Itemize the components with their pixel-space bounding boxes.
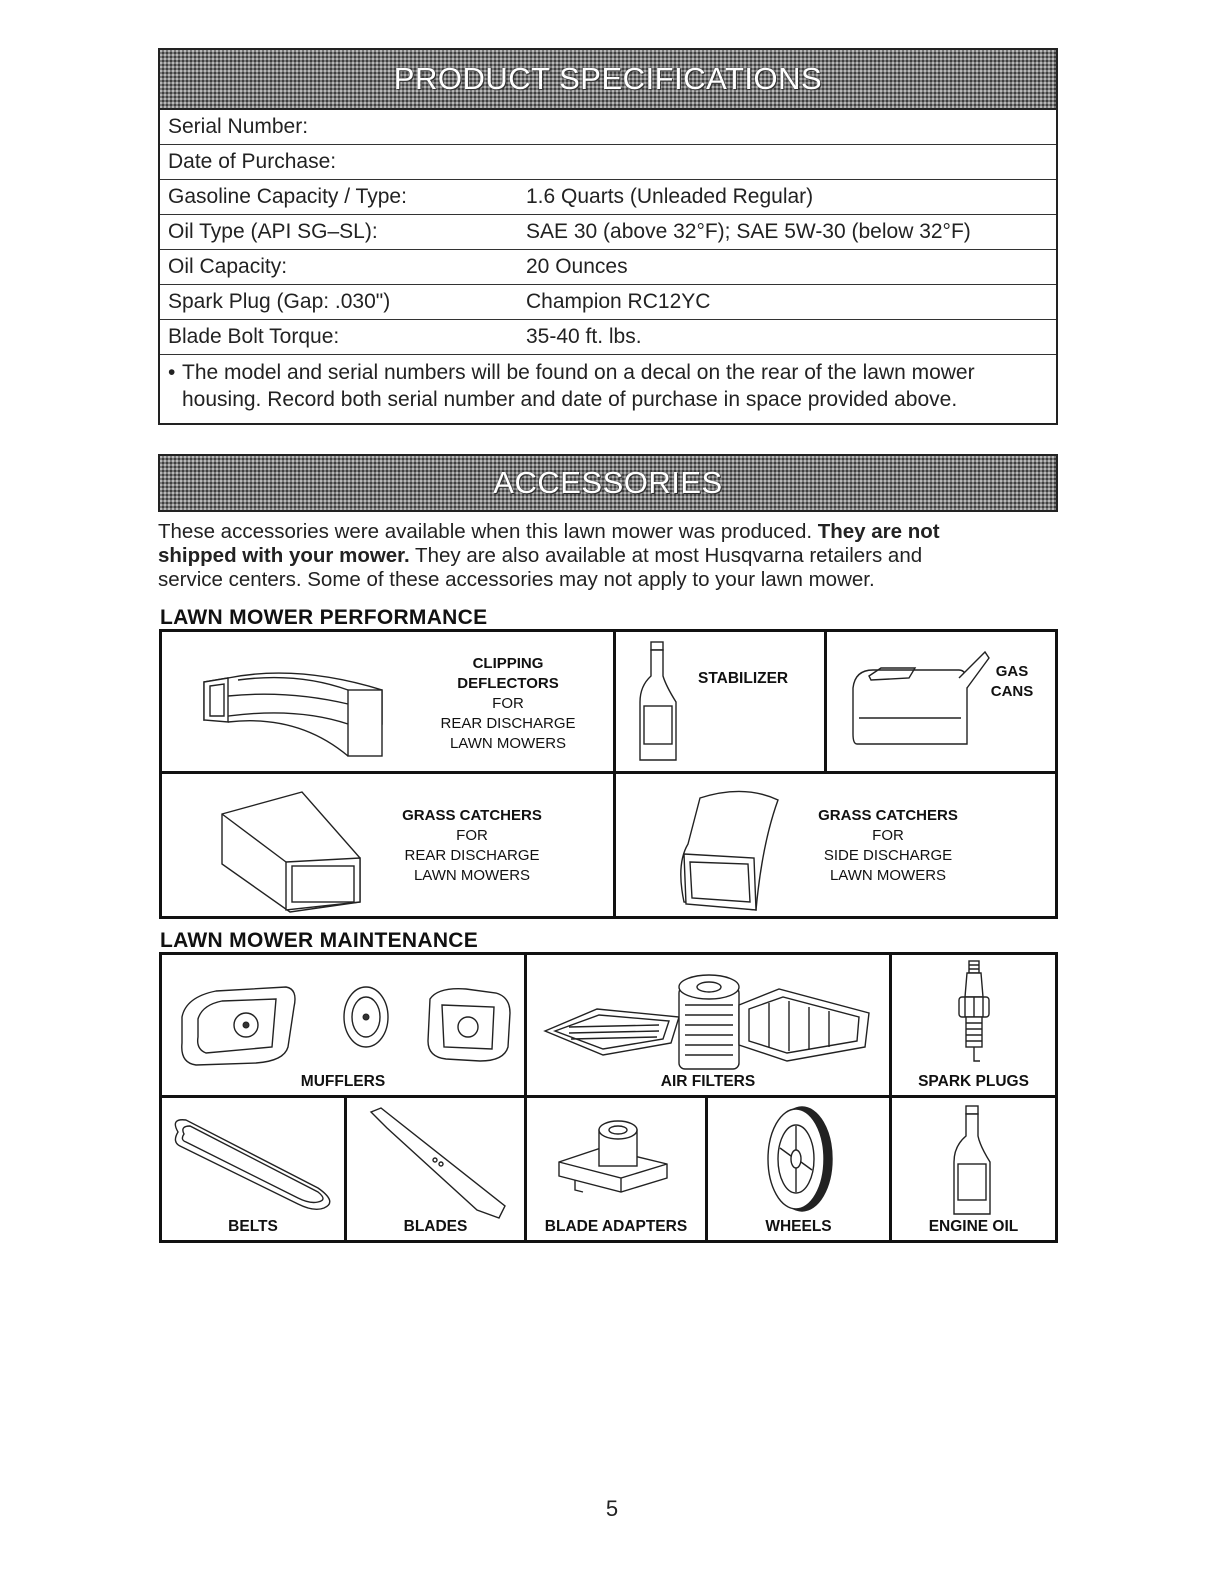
caption-text: FOR xyxy=(456,827,488,844)
gas-can-icon xyxy=(849,648,989,750)
spec-value: SAE 30 (above 32°F); SAE 5W-30 (below 32°F) xyxy=(526,220,971,243)
accessories-title: ACCESSORIES xyxy=(493,465,723,500)
caption-bold: DEFLECTORS xyxy=(457,675,559,692)
caption-bold: GRASS CATCHERS xyxy=(402,807,542,824)
performance-grid xyxy=(159,629,1058,919)
blades-label: BLADES xyxy=(403,1218,468,1235)
spec-row-oil-capacity xyxy=(160,250,1056,285)
specifications-table xyxy=(158,110,1058,425)
spark-plug-icon xyxy=(956,961,992,1069)
spec-label: Date of Purchase: xyxy=(168,150,337,173)
spec-row-spark-plug xyxy=(160,285,1056,320)
intro-text: They are also available at most Husqvarna retailers and xyxy=(409,544,923,567)
blade-icon xyxy=(367,1106,507,1222)
spec-label: Blade Bolt Torque: xyxy=(168,325,340,348)
spec-row-oil-type xyxy=(160,215,1056,250)
caption-text: LAWN MOWERS xyxy=(449,735,567,752)
maintenance-grid xyxy=(159,952,1058,1243)
product-specifications-header xyxy=(158,48,1058,110)
note-line-1: The model and serial numbers will be found on a decal on the rear of the lawn mower xyxy=(182,361,975,384)
spec-label: Spark Plug (Gap: .030") xyxy=(168,290,391,313)
wheels-label: WHEELS xyxy=(765,1218,832,1235)
spec-row-date-of-purchase xyxy=(160,145,1056,180)
mufflers-label: MUFFLERS xyxy=(300,1073,386,1090)
gas-cans-caption xyxy=(977,662,1047,702)
spec-label: Gasoline Capacity / Type: xyxy=(168,185,407,208)
spark-plugs-cell xyxy=(892,955,1055,1095)
engine-oil-cell xyxy=(892,1098,1055,1240)
belts-cell xyxy=(162,1098,344,1240)
caption-bold: CANS xyxy=(990,683,1034,700)
intro-line-3: service centers. Some of these accessories may not apply to your lawn mower. xyxy=(158,568,875,591)
spec-value: Champion RC12YC xyxy=(526,290,711,313)
engine-oil-label: ENGINE OIL xyxy=(928,1218,1019,1235)
clipping-deflectors-cell xyxy=(162,632,613,771)
clipping-deflector-icon xyxy=(198,660,388,756)
spec-row-serial-number xyxy=(160,110,1056,145)
caption-text: FOR xyxy=(872,827,904,844)
spec-label: Serial Number: xyxy=(168,115,309,138)
page-number: 5 xyxy=(605,1496,619,1521)
caption-text: FOR xyxy=(492,695,524,712)
spec-row-gasoline xyxy=(160,180,1056,215)
belts-label: BELTS xyxy=(228,1218,278,1235)
caption-bold: GAS xyxy=(995,663,1029,680)
spec-value: 35-40 ft. lbs. xyxy=(526,325,642,348)
grass-catchers-side-cell xyxy=(616,774,1055,916)
stabilizer-bottle-icon xyxy=(636,640,680,764)
caption-bold: CLIPPING xyxy=(472,655,544,672)
wheel-icon xyxy=(760,1104,836,1214)
spec-label: Oil Capacity: xyxy=(168,255,288,278)
mufflers-cell xyxy=(162,955,524,1095)
spec-value: 20 Ounces xyxy=(526,255,628,278)
air-filters-label: AIR FILTERS xyxy=(660,1073,756,1090)
caption-text: SIDE DISCHARGE xyxy=(823,847,953,864)
note-bullet: • xyxy=(168,361,176,384)
intro-line-2 xyxy=(158,544,1058,568)
air-filter-icon xyxy=(539,965,879,1075)
clipping-deflectors-caption xyxy=(418,654,598,754)
blade-adapters-cell xyxy=(527,1098,705,1240)
blade-adapters-label: BLADE ADAPTERS xyxy=(544,1218,688,1235)
side-grass-catcher-icon xyxy=(674,784,784,914)
blades-cell xyxy=(347,1098,524,1240)
intro-line-1 xyxy=(158,520,1058,544)
wheels-cell xyxy=(708,1098,889,1240)
serial-number-note xyxy=(160,355,1056,423)
blade-adapter-icon xyxy=(557,1112,677,1204)
rear-grass-catcher-icon xyxy=(216,784,364,912)
intro-bold: They are not xyxy=(817,520,940,543)
accessories-header xyxy=(158,454,1058,512)
gas-cans-cell xyxy=(827,632,1055,771)
grass-catchers-rear-caption xyxy=(382,806,562,886)
intro-bold: shipped with your mower. xyxy=(158,544,410,567)
maintenance-title: LAWN MOWER MAINTENANCE xyxy=(160,929,479,952)
caption-text: REAR DISCHARGE xyxy=(440,715,576,732)
performance-title: LAWN MOWER PERFORMANCE xyxy=(160,606,488,629)
caption-text: REAR DISCHARGE xyxy=(404,847,540,864)
caption-bold: GRASS CATCHERS xyxy=(818,807,958,824)
grass-catchers-rear-cell xyxy=(162,774,613,916)
air-filters-cell xyxy=(527,955,889,1095)
spec-value: 1.6 Quarts (Unleaded Regular) xyxy=(526,185,814,208)
caption-text: LAWN MOWERS xyxy=(413,867,531,884)
stabilizer-cell xyxy=(616,632,824,771)
intro-text: These accessories were available when this lawn mower was produced. xyxy=(158,520,818,543)
caption-text: LAWN MOWERS xyxy=(829,867,947,884)
spec-row-blade-bolt-torque xyxy=(160,320,1056,355)
engine-oil-bottle-icon xyxy=(950,1104,994,1218)
stabilizer-label: STABILIZER xyxy=(698,670,789,687)
note-line-2: housing. Record both serial number and date of purchase in space provided above. xyxy=(182,388,958,411)
spark-plugs-label: SPARK PLUGS xyxy=(918,1073,1029,1090)
muffler-icon xyxy=(176,977,516,1067)
product-specifications-title: PRODUCT SPECIFICATIONS xyxy=(393,61,823,96)
spec-label: Oil Type (API SG–SL): xyxy=(168,220,378,243)
grass-catchers-side-caption xyxy=(798,806,978,886)
accessories-intro xyxy=(158,520,1058,592)
belt-icon xyxy=(168,1112,344,1212)
